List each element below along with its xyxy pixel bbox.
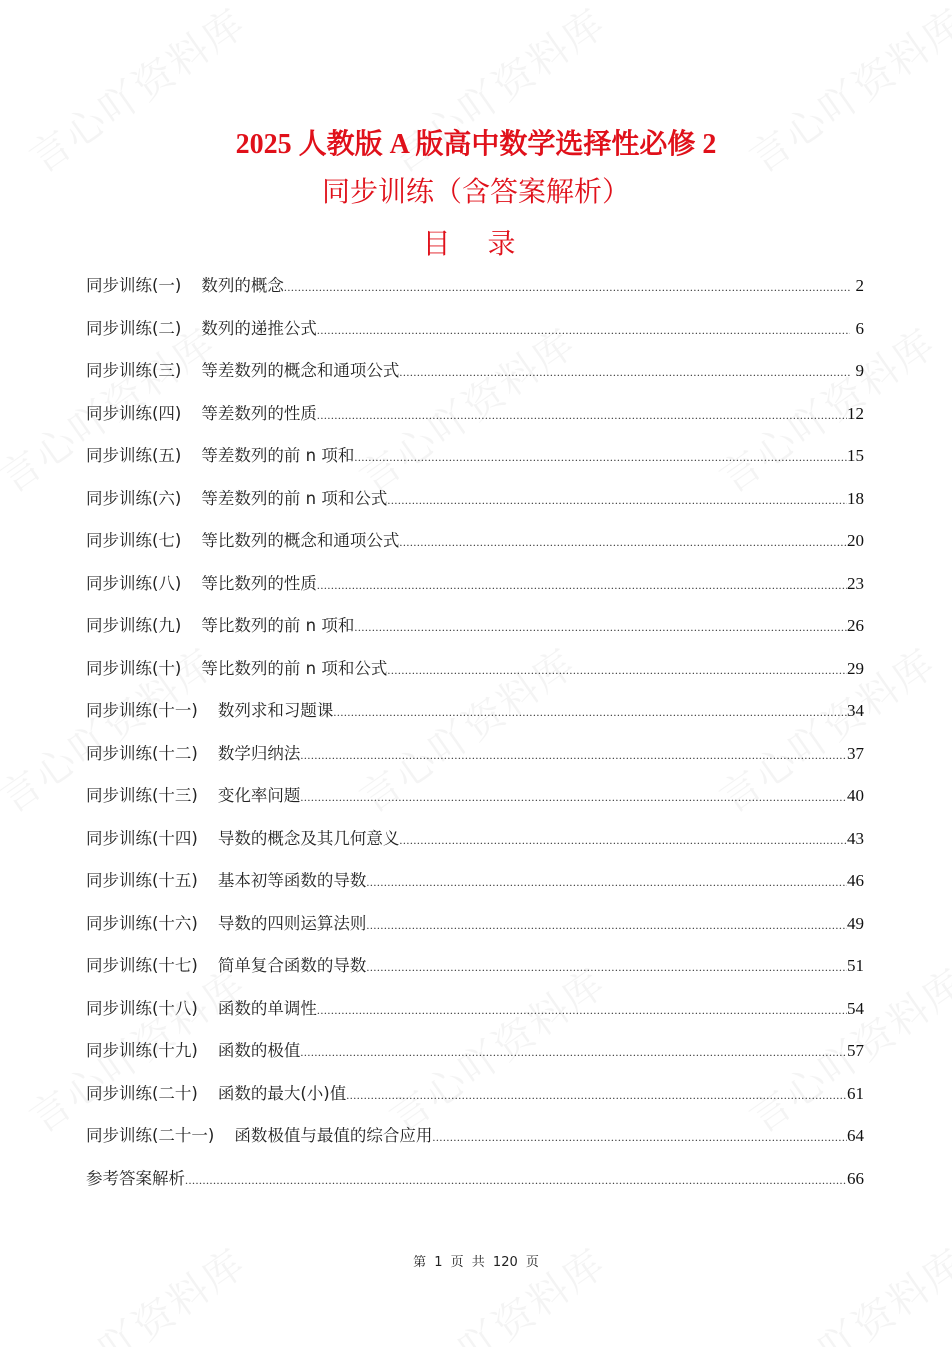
toc-entry[interactable] (86, 910, 864, 953)
toc-entry-text (86, 400, 317, 424)
toc-entry-title: 等差数列的前 n 项和公式 (201, 488, 388, 508)
toc-entry-text (86, 442, 354, 466)
toc-entry-text (86, 740, 300, 764)
toc-entry-title: 等差数列的前 n 项和 (201, 446, 355, 465)
toc-entry-title: 简单复合函数的导数 (217, 956, 367, 975)
toc-entry-page: 9 (855, 361, 864, 380)
toc-entry-text (86, 782, 300, 806)
toc-entry-text (86, 952, 366, 976)
dot-leader (432, 1130, 847, 1145)
toc-entry-title: 等比数列的前 n 项和 (201, 616, 355, 635)
toc-entry-text (86, 867, 366, 891)
dot-leader (300, 748, 847, 763)
dot-leader (366, 960, 847, 975)
toc-entry-text (86, 570, 317, 594)
toc-entry-page: 6 (855, 318, 864, 338)
toc-entry-page: 34 (847, 701, 864, 720)
toc-entry-text (86, 1165, 185, 1189)
toc-entry-page: 49 (847, 913, 864, 933)
toc-entry-page: 18 (847, 488, 864, 508)
toc-entry-label: 参考答案解析 (86, 1168, 185, 1188)
toc-entry-title: 函数的单调性 (217, 998, 317, 1018)
toc-entry-label: 同步训练(二十一) (86, 1126, 215, 1145)
toc-entry-text (86, 825, 399, 849)
toc-entry-label: 同步训练(一) (86, 276, 182, 295)
toc-entry-page: 43 (847, 828, 864, 848)
toc-entry-text (86, 315, 317, 339)
toc-entry-title: 导数的四则运算法则 (217, 913, 367, 933)
dot-leader (284, 280, 850, 295)
dot-leader (333, 705, 847, 720)
toc-entry-label: 同步训练(六) (86, 488, 182, 508)
dot-leader (387, 663, 847, 678)
toc-heading: 目 录 (422, 227, 530, 260)
toc-entry-page: 66 (847, 1168, 864, 1188)
dot-leader (300, 790, 847, 805)
document-title: 2025 人教版 A 版高中数学选择性必修 2 (235, 129, 717, 160)
toc-entry-title: 变化率问题 (217, 786, 301, 805)
watermark-text (376, 1233, 615, 1347)
toc-entry-title: 数列的递推公式 (201, 318, 317, 338)
toc-entry-text (86, 1080, 346, 1104)
toc-entry-page: 20 (847, 531, 864, 550)
dot-leader (354, 620, 847, 635)
toc-entry-text (86, 357, 399, 381)
toc-entry[interactable] (86, 952, 864, 995)
toc-entry-page: 64 (847, 1126, 864, 1145)
toc-entry[interactable] (86, 697, 864, 740)
dot-leader (317, 578, 847, 593)
toc-entry-text (86, 995, 317, 1019)
toc-entry[interactable] (86, 1165, 864, 1208)
toc-entry[interactable] (86, 655, 864, 698)
dot-leader (354, 450, 847, 465)
toc-entry-label: 同步训练(二十) (86, 1083, 198, 1103)
toc-entry[interactable] (86, 400, 864, 443)
dot-leader (346, 1088, 847, 1103)
toc-entry[interactable] (86, 485, 864, 528)
toc-entry-label: 同步训练(三) (86, 361, 182, 380)
toc-entry-title: 数列求和习题课 (217, 701, 334, 720)
toc-entry-text (86, 485, 387, 509)
toc-entry-page: 26 (847, 616, 864, 635)
toc-entry-text (86, 697, 333, 721)
watermark-text (16, 1233, 255, 1347)
dot-leader (399, 833, 847, 848)
toc-entry-page: 51 (847, 956, 864, 975)
toc-entry[interactable] (86, 782, 864, 825)
toc-entry-title: 等比数列的性质 (201, 573, 317, 593)
toc-entry-text (86, 1122, 432, 1146)
toc-entry-label: 同步训练(十四) (86, 828, 198, 848)
toc-entry[interactable] (86, 612, 864, 655)
toc-entry-page: 15 (847, 446, 864, 465)
toc-entry[interactable] (86, 1037, 864, 1080)
table-of-contents (86, 272, 864, 1207)
dot-leader (366, 875, 847, 890)
toc-entry-text (86, 272, 284, 296)
toc-entry-title: 等比数列的前 n 项和公式 (201, 658, 388, 678)
toc-entry-text (86, 527, 399, 551)
toc-entry[interactable] (86, 315, 864, 358)
toc-entry-page: 54 (847, 998, 864, 1018)
toc-entry[interactable] (86, 867, 864, 910)
toc-entry-page: 37 (847, 743, 864, 763)
document-subtitle: 同步训练（含答案解析） (321, 175, 630, 208)
toc-entry[interactable] (86, 357, 864, 400)
dot-leader (300, 1045, 847, 1060)
toc-entry[interactable] (86, 527, 864, 570)
toc-entry-text (86, 1037, 300, 1061)
toc-entry-label: 同步训练(十) (86, 658, 182, 678)
toc-entry[interactable] (86, 1080, 864, 1123)
toc-entry-title: 数列的概念 (201, 276, 284, 295)
toc-entry-label: 同步训练(七) (86, 531, 182, 550)
toc-entry[interactable] (86, 442, 864, 485)
dot-leader (399, 535, 847, 550)
toc-entry-page: 61 (847, 1083, 864, 1103)
toc-entry-title: 函数的极值 (217, 1041, 301, 1060)
toc-entry-label: 同步训练(十一) (86, 701, 198, 720)
toc-entry-text (86, 655, 387, 679)
toc-entry-page: 2 (855, 276, 864, 295)
toc-entry-page: 12 (847, 403, 864, 423)
dot-leader (317, 1003, 847, 1018)
toc-entry-label: 同步训练(八) (86, 573, 182, 593)
dot-leader (387, 493, 847, 508)
toc-entry-page: 57 (847, 1041, 864, 1060)
toc-entry-label: 同步训练(四) (86, 403, 182, 423)
watermark-text (736, 1233, 952, 1347)
toc-entry-label: 同步训练(十五) (86, 871, 198, 890)
toc-entry-label: 同步训练(十八) (86, 998, 198, 1018)
toc-entry-page: 46 (847, 871, 864, 890)
toc-entry[interactable] (86, 272, 864, 315)
toc-entry-page: 29 (847, 658, 864, 678)
toc-entry[interactable] (86, 740, 864, 783)
toc-entry[interactable] (86, 1122, 864, 1165)
dot-leader (399, 365, 850, 380)
toc-entry-text (86, 612, 354, 636)
toc-entry-label: 同步训练(十二) (86, 743, 198, 763)
toc-entry-label: 同步训练(十六) (86, 913, 198, 933)
toc-entry-title: 等差数列的性质 (201, 403, 317, 423)
toc-entry-title: 函数的最大(小)值 (217, 1083, 347, 1103)
toc-entry[interactable] (86, 570, 864, 613)
toc-entry-title: 等差数列的概念和通项公式 (201, 361, 400, 380)
toc-entry-page: 23 (847, 573, 864, 593)
toc-entry-text (86, 910, 366, 934)
toc-entry-label: 同步训练(五) (86, 446, 182, 465)
page-footer: 第 1 页 共 120 页 (413, 1255, 539, 1270)
toc-entry-label: 同步训练(十九) (86, 1041, 198, 1060)
toc-entry-page: 40 (847, 786, 864, 805)
toc-entry-title: 函数极值与最值的综合应用 (234, 1126, 433, 1145)
toc-entry-title: 数学归纳法 (217, 743, 301, 763)
dot-leader (317, 408, 847, 423)
toc-entry-title: 基本初等函数的导数 (217, 871, 367, 890)
toc-entry-label: 同步训练(二) (86, 318, 182, 338)
toc-entry-title: 导数的概念及其几何意义 (217, 828, 400, 848)
dot-leader (185, 1173, 847, 1188)
toc-entry-label: 同步训练(十七) (86, 956, 198, 975)
toc-entry-title: 等比数列的概念和通项公式 (201, 531, 400, 550)
toc-entry-label: 同步训练(九) (86, 616, 182, 635)
toc-entry-label: 同步训练(十三) (86, 786, 198, 805)
toc-entry[interactable] (86, 995, 864, 1038)
dot-leader (366, 918, 847, 933)
toc-entry[interactable] (86, 825, 864, 868)
dot-leader (317, 323, 850, 338)
